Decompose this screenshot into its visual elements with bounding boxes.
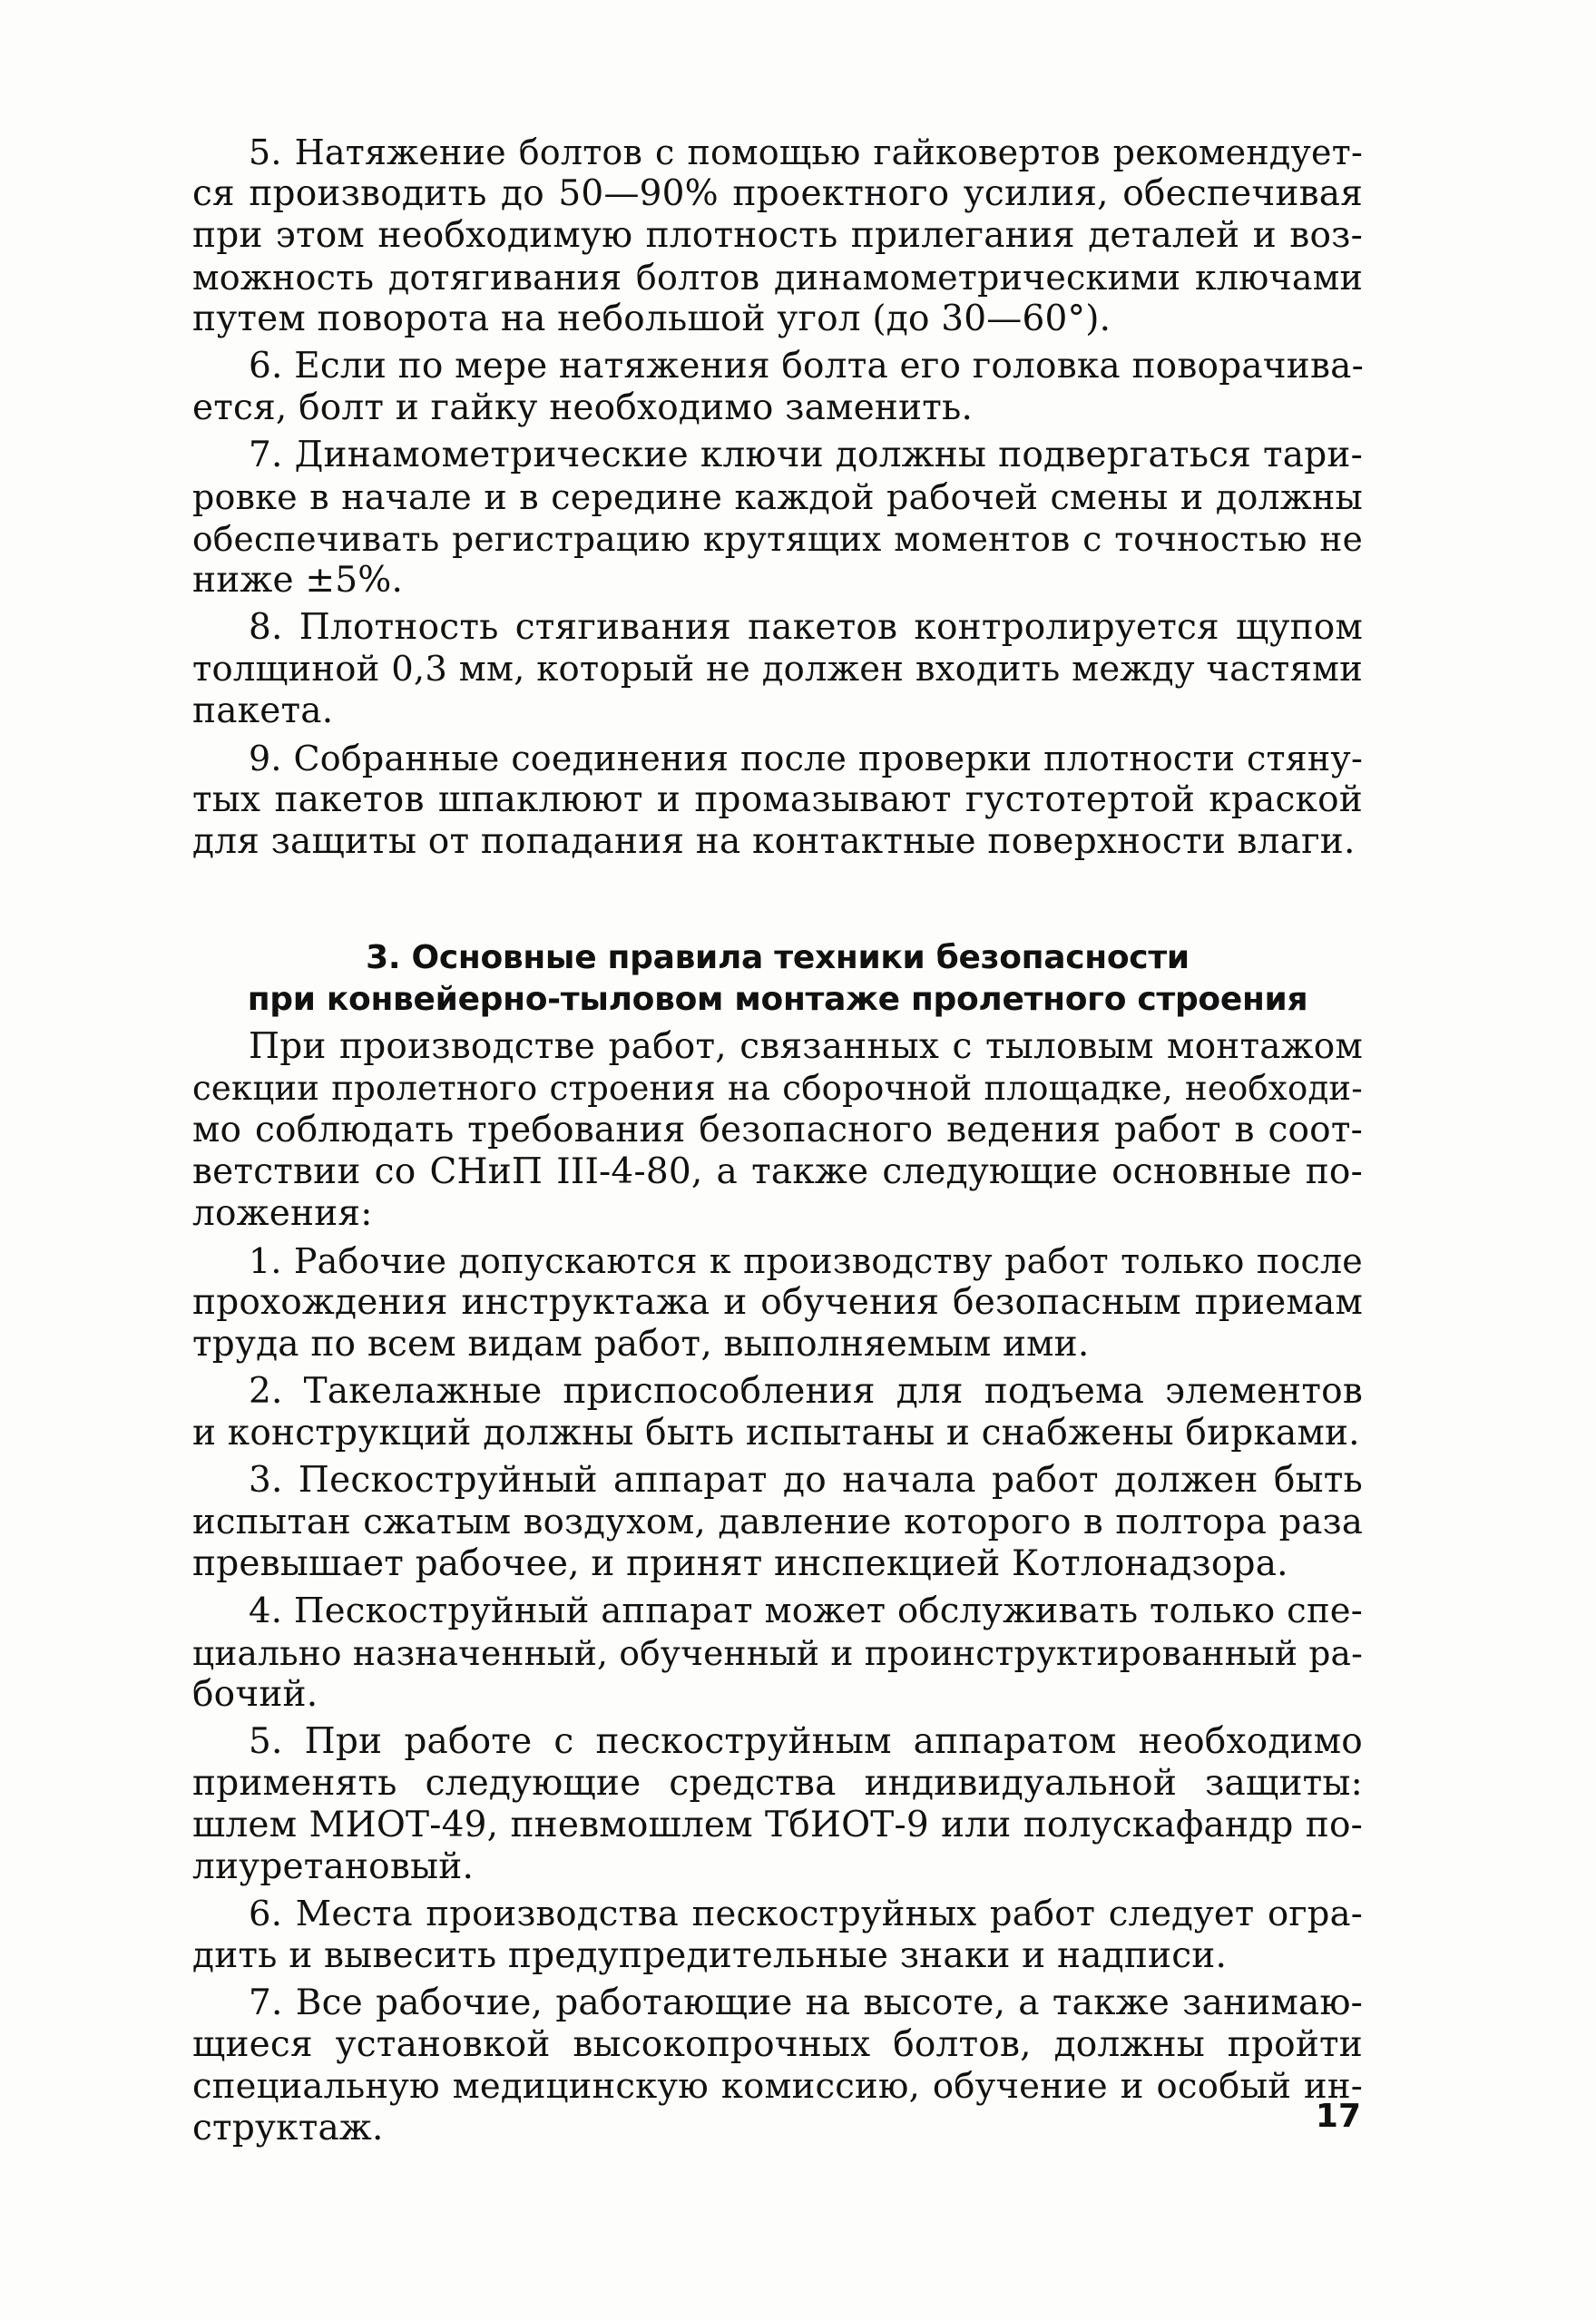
- text-line: прохождения инструктажа и обучения безопасным приемам: [192, 1282, 1363, 1323]
- text-line: ниже ±5%.: [192, 560, 404, 601]
- text-line: пакета.: [192, 690, 334, 731]
- safety-item-5: [192, 1721, 1363, 1888]
- paragraph-item-6: [192, 346, 1363, 429]
- text-line: 9. Собранные соединения после проверки плотности стяну-: [249, 739, 1363, 778]
- text-line: 5. При работе с пескоструйным аппаратом необходимо: [249, 1721, 1363, 1762]
- text-line: путем поворота на небольшой угол (до 30—60°).: [192, 299, 1111, 339]
- text-line: применять следующие средства индивидуальной защиты:: [192, 1763, 1363, 1804]
- section-heading-subtitle: при конвейерно-тыловом монтаже пролетного строения: [247, 981, 1308, 1018]
- text-line: мо соблюдать требования безопасного ведения работ в соот-: [192, 1110, 1363, 1150]
- text-line: ветствии со СНиП III-4-80, а также следующие основные по-: [192, 1151, 1363, 1192]
- text-line: шлем МИОТ-49, пневмошлем ТбИОТ-9 или полускафандр по-: [192, 1805, 1363, 1845]
- text-line: испытан сжатым воздухом, давление которого в полтора раза: [192, 1502, 1363, 1542]
- text-line: превышает рабочее, и принят инспекцией Котлонадзора.: [192, 1543, 1288, 1584]
- text-line: 7. Все рабочие, работающие на высоте, а также занимаю-: [249, 1982, 1363, 2023]
- section-intro-paragraph: [192, 1026, 1363, 1235]
- text-line: и конструкций должны быть испытаны и снабжены бирками.: [192, 1413, 1360, 1454]
- text-line: тых пакетов шпаклюют и промазывают густотертой краской: [192, 779, 1363, 820]
- text-line: 7. Динамометрические ключи должны подвергаться тари-: [249, 435, 1363, 475]
- text-line: лиуретановый.: [192, 1846, 475, 1887]
- page-number: 17: [1315, 2098, 1361, 2135]
- paragraph-item-9: [192, 738, 1363, 863]
- text-line: можность дотягивания болтов динамометрическими ключами: [192, 258, 1363, 298]
- paragraph-item-7: [192, 435, 1363, 602]
- text-line: секции пролетного строения на сборочной площадке, необходи-: [192, 1069, 1363, 1108]
- text-line: При производстве работ, связанных с тыловым монтажом: [249, 1026, 1363, 1067]
- text-line: бочий.: [192, 1674, 318, 1715]
- safety-item-4: [192, 1591, 1363, 1716]
- text-line: дить и вывесить предупредительные знаки и надписи.: [192, 1935, 1228, 1976]
- text-column: [192, 132, 1363, 2149]
- text-line: 3. Пескоструйный аппарат до начала работ должен быть: [249, 1460, 1363, 1501]
- text-line: 8. Плотность стягивания пакетов контролируется щупом: [249, 607, 1363, 648]
- text-line: обеспечивать регистрацию крутящих моментов с точностью не: [192, 519, 1363, 559]
- text-line: циально назначенный, обученный и проинструктированный ра-: [192, 1633, 1363, 1673]
- text-line: ется, болт и гайку необходимо заменить.: [192, 387, 974, 428]
- text-line: 6. Если по мере натяжения болта его головка поворачива-: [249, 346, 1364, 387]
- safety-item-1: [192, 1240, 1363, 1366]
- safety-item-2: [192, 1371, 1363, 1454]
- section-heading: 3. Основные правила техники безопасности: [366, 939, 1190, 976]
- text-line: 4. Пескоструйный аппарат может обслуживать только спе-: [249, 1591, 1363, 1631]
- text-line: для защиты от попадания на контактные поверхности влаги.: [192, 821, 1356, 862]
- text-line: труда по всем видам работ, выполняемым ими.: [192, 1324, 1090, 1365]
- text-line: ровке в начале и в середине каждой рабочей смены и должны: [192, 477, 1363, 517]
- text-line: 5. Натяжение болтов с помощью гайковертов рекомендует-: [249, 132, 1363, 172]
- text-line: ся производить до 50—90% проектного усилия, обеспечивая: [192, 173, 1363, 214]
- paragraph-item-8: [192, 607, 1363, 732]
- text-line: 1. Рабочие допускаются к производству работ только после: [249, 1241, 1363, 1281]
- text-line: 2. Такелажные приспособления для подъема элементов: [249, 1371, 1363, 1412]
- safety-item-3: [192, 1460, 1363, 1585]
- text-line: структаж.: [192, 2108, 384, 2149]
- text-line: 6. Места производства пескоструйных работ следует огра-: [249, 1894, 1363, 1934]
- text-line: щиеся установкой высокопрочных болтов, должны пройти: [192, 2024, 1363, 2065]
- text-line: специальную медицинскую комиссию, обучение и особый ин-: [192, 2066, 1363, 2107]
- text-line: толщиной 0,3 мм, который не должен входить между частями: [192, 649, 1363, 690]
- text-line: при этом необходимую плотность прилегания деталей и воз-: [192, 215, 1363, 256]
- safety-item-7: [192, 1982, 1363, 2149]
- text-line: ложения:: [192, 1193, 373, 1234]
- safety-item-6: [192, 1894, 1363, 1977]
- paragraph-item-5: [192, 132, 1363, 340]
